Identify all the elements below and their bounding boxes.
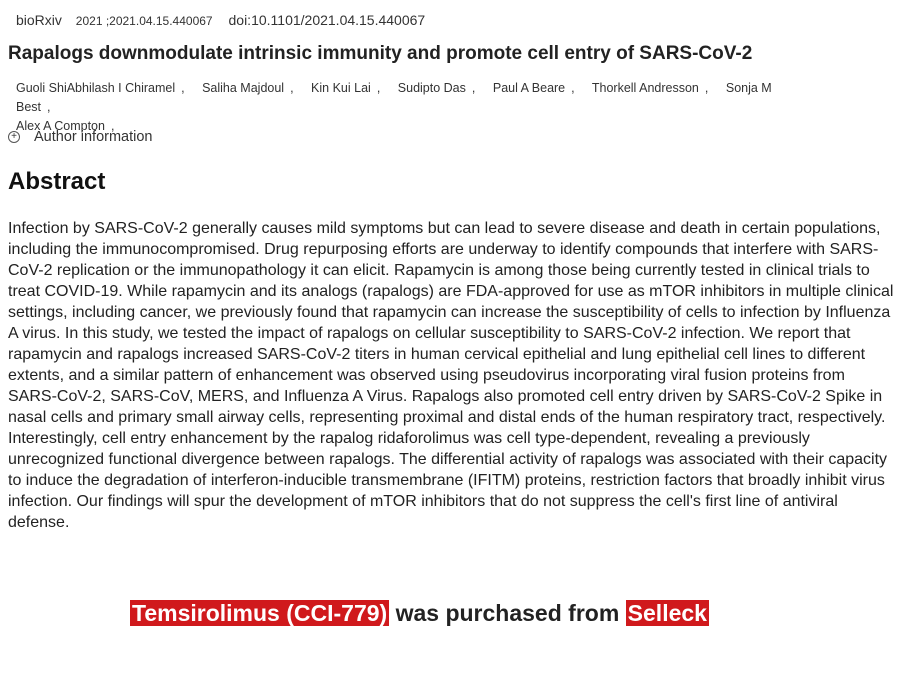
doi[interactable]: doi:10.1101/2021.04.15.440067 (228, 12, 426, 28)
author-separator: , (47, 100, 51, 114)
author[interactable]: Thorkell Andresson (591, 81, 699, 95)
author-separator: , (110, 119, 115, 133)
author-separator: , (704, 81, 709, 95)
author-separator: , (181, 81, 185, 95)
author[interactable]: Saliha Majdoul (202, 81, 285, 95)
abstract-heading: Abstract (8, 168, 106, 195)
publication-date: 2021 ;2021.04.15.440067 (75, 14, 213, 28)
author-information-label: Author information (34, 129, 153, 145)
product-name[interactable]: Temsirolimus (CCI-779) (132, 600, 388, 626)
author[interactable]: Sudipto Das (397, 81, 466, 95)
author-information-toggle[interactable] (8, 129, 152, 145)
banner-text: was purchased from (389, 600, 626, 626)
author-separator: , (571, 81, 575, 95)
purchase-banner (130, 600, 709, 627)
author[interactable]: Guoli ShiAbhilash I Chiramel (16, 81, 176, 95)
author-separator: , (290, 81, 294, 95)
author[interactable]: Alex A Compton (16, 119, 105, 133)
author[interactable]: Kin Kui Lai (311, 81, 371, 95)
journal-name: bioRxiv (16, 12, 62, 28)
author-list (16, 79, 816, 136)
article-title: Rapalogs downmodulate intrinsic immunity and promote cell entry of SARS-CoV-2 (8, 43, 753, 64)
author-separator: , (376, 81, 381, 95)
vendor-name[interactable]: Selleck (627, 600, 707, 626)
author[interactable]: Paul A Beare (492, 81, 566, 95)
author[interactable]: Sonja M Best (16, 81, 772, 114)
author-separator: , (471, 81, 476, 95)
plus-circle-icon: + (8, 131, 20, 143)
abstract-text: Infection by SARS-CoV-2 generally causes mild symptoms but can lead to severe disease and death in certain populations, including the immunocompromised. Drug repurposing efforts are underway to identify compounds that interfere with SARS-CoV-2 replication or the immunopathology it can elicit. Rapamycin is among those being currently tested in clinical trials to treat COVID-19. While rapamycin and its analogs (rapalogs) are FDA-approved for use as mTOR inhibitors in multiple clinical settings, including cancer, we previously found that rapamycin can increase the susceptibility of cells to infection by Influenza A virus. In this study, we tested the impact of rapalogs on cellular susceptibility to SARS-CoV-2 infection. We report that rapamycin and rapalogs increased SARS-CoV-2 titers in human cervical epithelial and lung epithelial cell lines to different extents, and a similar pattern of enhancement was observed using pseudovirus incorporating viral fusion proteins from SARS-CoV-2, SARS-CoV, MERS, and Influenza A Virus. Rapalogs also promoted cell entry driven by SARS-CoV-2 Spike in nasal cells and primary small airway cells, representing proximal and distal ends of the human respiratory tract, respectively. Interestingly, cell entry enhancement by the rapalog ridaforolimus was cell type-dependent, revealing a previously unrecognized functional divergence between rapalogs. The differential activity of rapalogs was associated with their capacity to induce the degradation of interferon-inducible transmembrane (IFITM) proteins, restriction factors that broadly inhibit virus infection. Our findings will spur the development of mTOR inhibitors that do not suppress the cell's first line of antiviral defense. (8, 220, 894, 531)
citation-meta (16, 12, 425, 28)
